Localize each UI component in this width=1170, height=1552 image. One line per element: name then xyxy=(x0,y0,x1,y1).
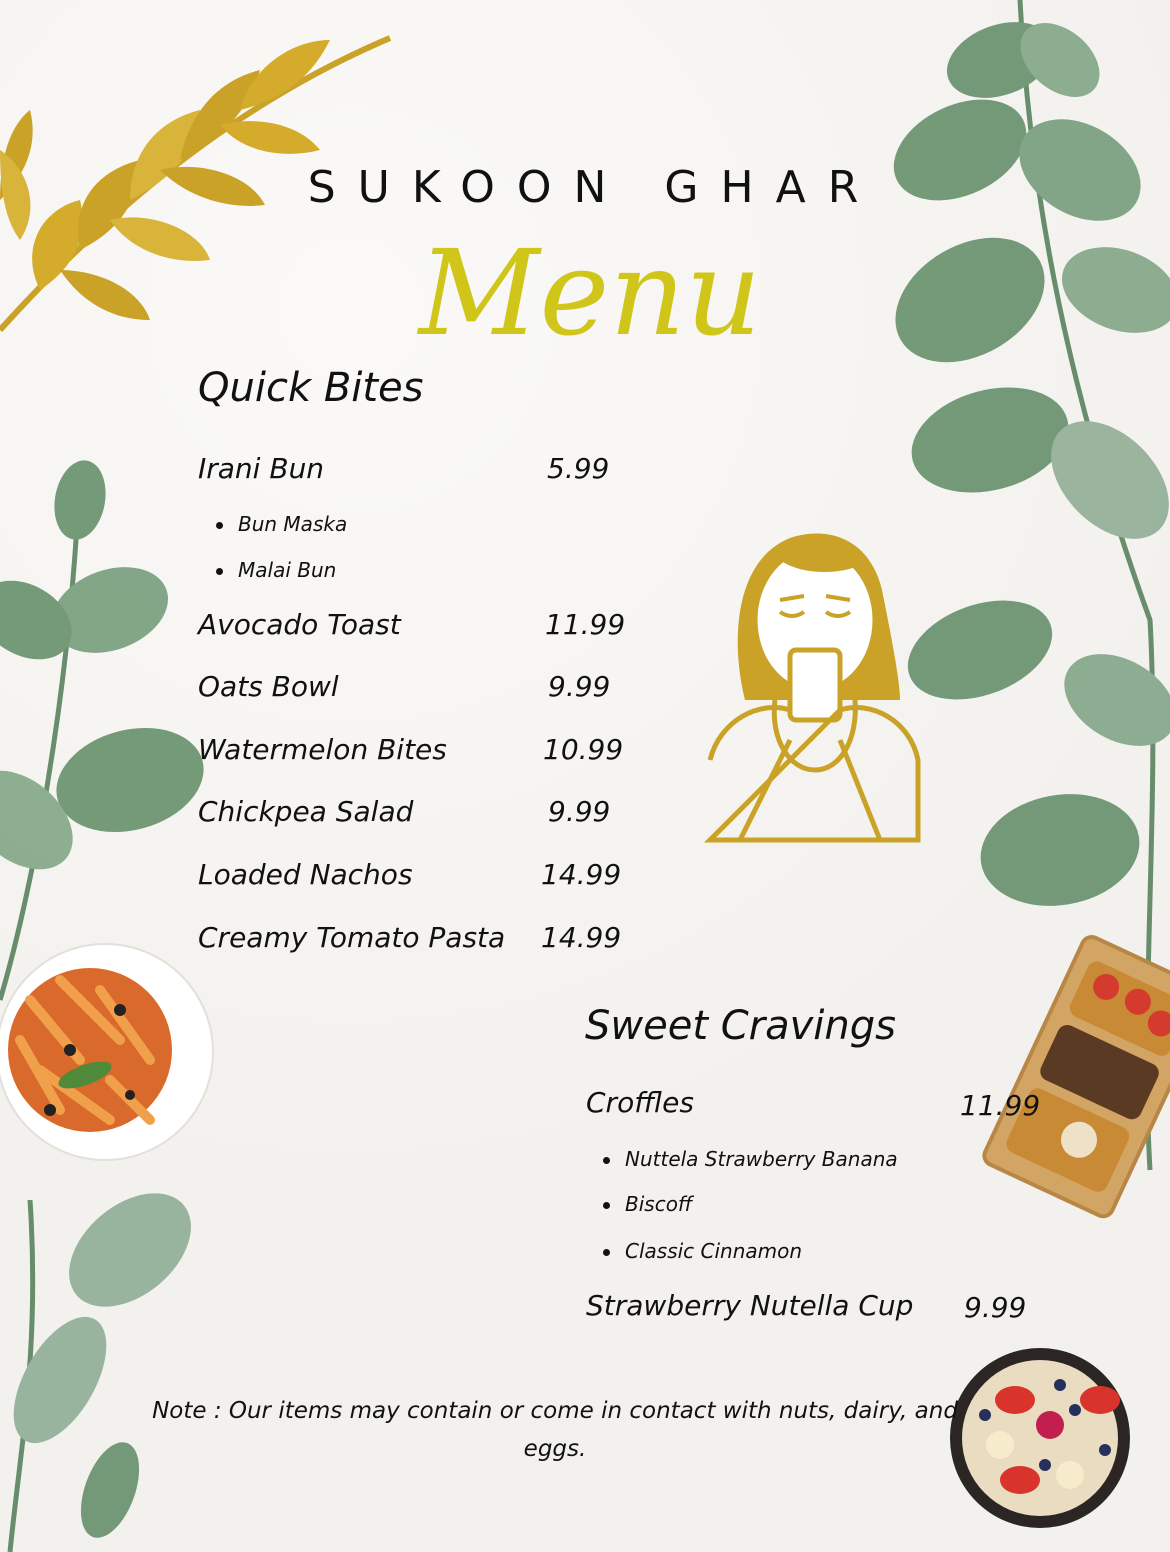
menu-subitem: Nuttela Strawberry Banana xyxy=(625,1147,898,1171)
menu-item-price: 10.99 xyxy=(543,733,624,766)
menu-item-price: 14.99 xyxy=(541,858,622,891)
menu-item-name: Avocado Toast xyxy=(198,608,401,641)
pasta-plate-icon xyxy=(0,944,213,1160)
menu-item-price: 14.99 xyxy=(541,921,622,954)
menu-subitem: Bun Maska xyxy=(238,512,348,536)
menu-item-price: 9.99 xyxy=(548,670,611,703)
menu-item-name: Watermelon Bites xyxy=(198,733,447,766)
menu-item-name: Creamy Tomato Pasta xyxy=(198,921,506,954)
menu-subitem: Classic Cinnamon xyxy=(625,1239,803,1263)
brand-name: SUKOON GHAR xyxy=(307,162,881,213)
croffle-tray-icon xyxy=(981,934,1170,1220)
menu-item-name: Oats Bowl xyxy=(198,670,339,703)
menu-title: Menu xyxy=(418,224,762,362)
menu-item-price: 5.99 xyxy=(547,452,610,485)
menu-item-price: 11.99 xyxy=(545,608,626,641)
section-title-quick-bites: Quick Bites xyxy=(198,365,424,411)
menu-subitem: Malai Bun xyxy=(238,558,337,582)
menu-item-name: Loaded Nachos xyxy=(198,858,413,891)
menu-item-name: Croffles xyxy=(586,1086,694,1119)
allergen-note: Note : Our items may contain or come in contact with nuts, dairy, and eggs. xyxy=(152,1398,958,1462)
menu-item-price: 11.99 xyxy=(960,1089,1041,1122)
menu-item-name: Irani Bun xyxy=(198,452,325,485)
menu-item-price: 9.99 xyxy=(964,1291,1027,1324)
menu-item-name: Chickpea Salad xyxy=(198,795,414,828)
menu-item-name: Strawberry Nutella Cup xyxy=(586,1289,914,1322)
section-title-sweet-cravings: Sweet Cravings xyxy=(585,1003,896,1049)
menu-subitem: Biscoff xyxy=(625,1192,693,1216)
oatmeal-bowl-icon xyxy=(950,1348,1130,1528)
menu-item-price: 9.99 xyxy=(548,795,611,828)
woman-drinking-icon xyxy=(710,534,918,840)
